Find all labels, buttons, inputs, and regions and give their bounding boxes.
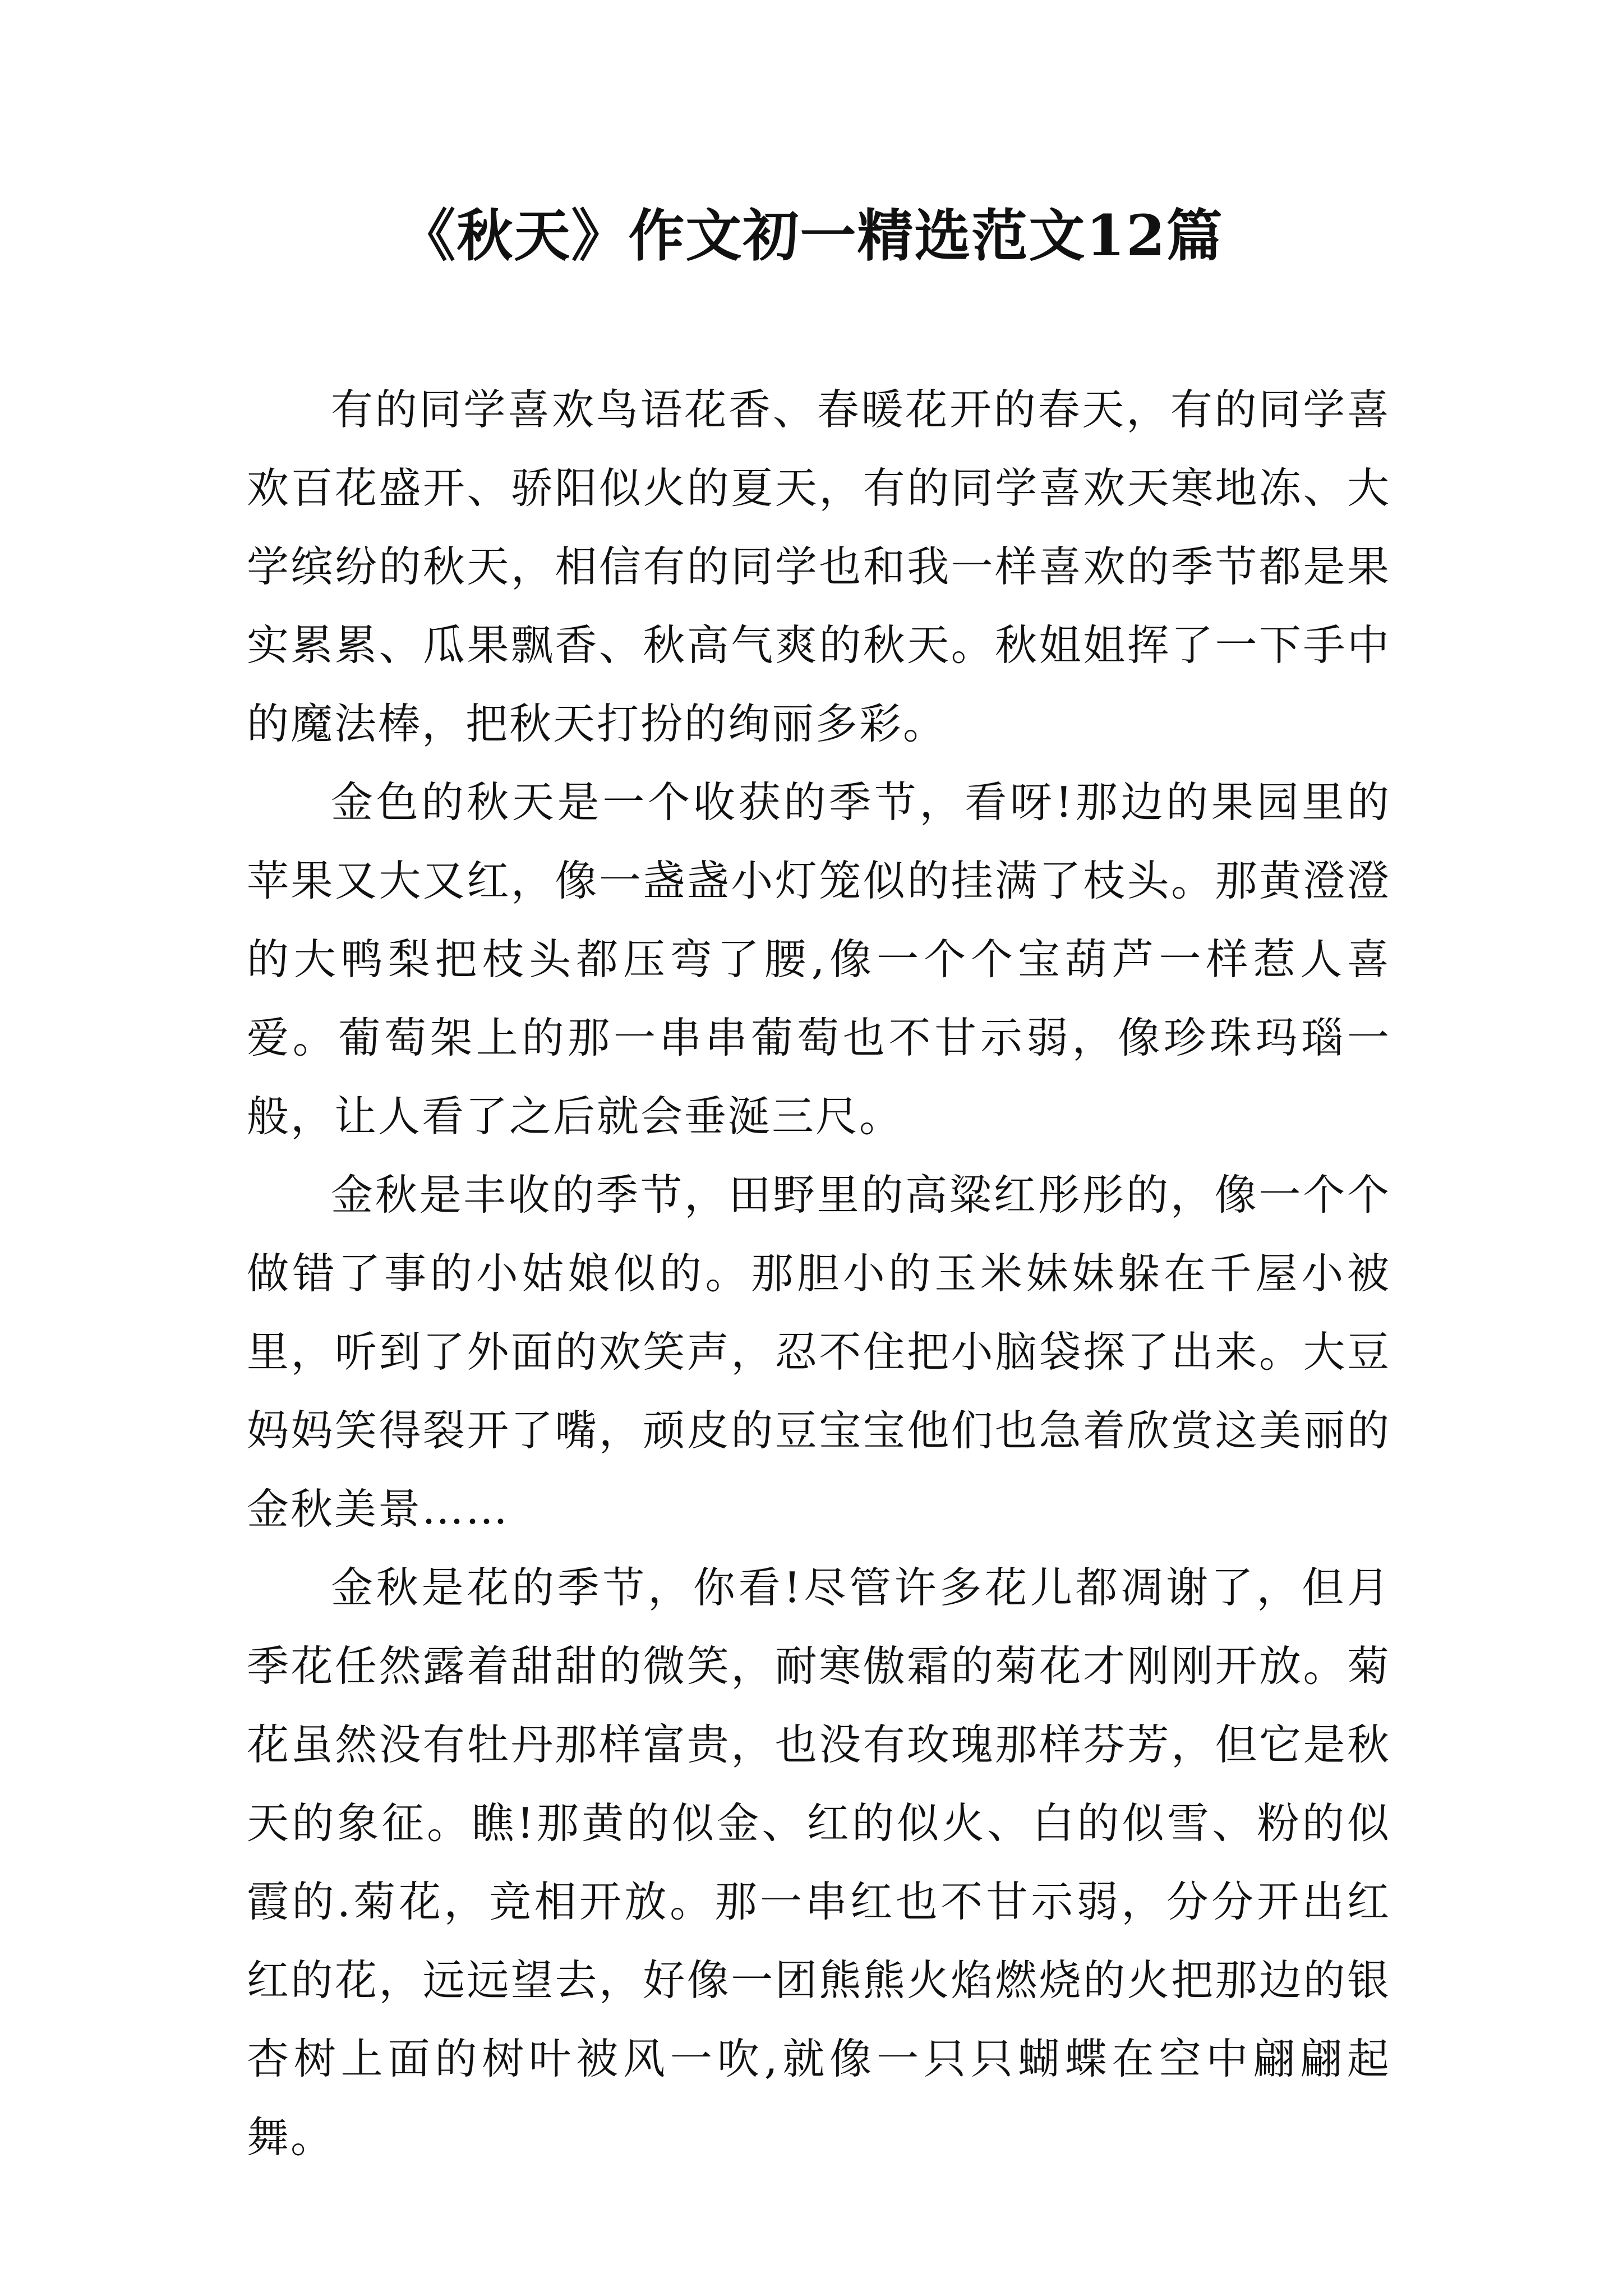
document-title: 《秋天》作文初一精选范文12篇 — [399, 203, 1224, 269]
paragraph-2: 金色的秋天是一个收获的季节，看呀!那边的果园里的苹果又大又红，像一盏盏小灯笼似的挂满了枝头。那黄澄澄的大鸭梨把枝头都压弯了腰,像一个个宝葫芦一样惹人喜爱。葡萄架上的那一串串葡萄也不甘示弱，像珍珠玛瑙一般，让人看了之后就会垂涎三尺。 — [247, 777, 1391, 1141]
paragraph-1: 有的同学喜欢鸟语花香、春暖花开的春天，有的同学喜欢百花盛开、骄阳似火的夏天，有的同学喜欢天寒地冻、大学缤纷的秋天，相信有的同学也和我一样喜欢的季节都是果实累累、瓜果飘香、秋高气爽的秋天。秋姐姐挥了一下手中的魔法棒，把秋天打扮的绚丽多彩。 — [247, 385, 1391, 748]
document-body — [247, 370, 1391, 2177]
paragraph-3: 金秋是丰收的季节，田野里的高粱红彤彤的，像一个个做错了事的小姑娘似的。那胆小的玉米妹妹躲在千屋小被里，听到了外面的欢笑声，忍不住把小脑袋探了出来。大豆妈妈笑得裂开了嘴，顽皮的豆宝宝他们也急着欣赏这美丽的金秋美景…… — [247, 1170, 1391, 1534]
paragraph-4: 金秋是花的季节，你看!尽管许多花儿都凋谢了，但月季花任然露着甜甜的微笑，耐寒傲霜的菊花才刚刚开放。菊花虽然没有牡丹那样富贵，也没有玫瑰那样芬芳，但它是秋天的象征。瞧!那黄的似金、红的似火、白的似雪、粉的似霞的.菊花，竞相开放。那一串红也不甘示弱，分分开出红红的花，远远望去，好像一团熊熊火焰燃烧的火把那边的银杏树上面的树叶被风一吹,就像一只只蝴蝶在空中翩翩起舞。 — [247, 1563, 1391, 2162]
